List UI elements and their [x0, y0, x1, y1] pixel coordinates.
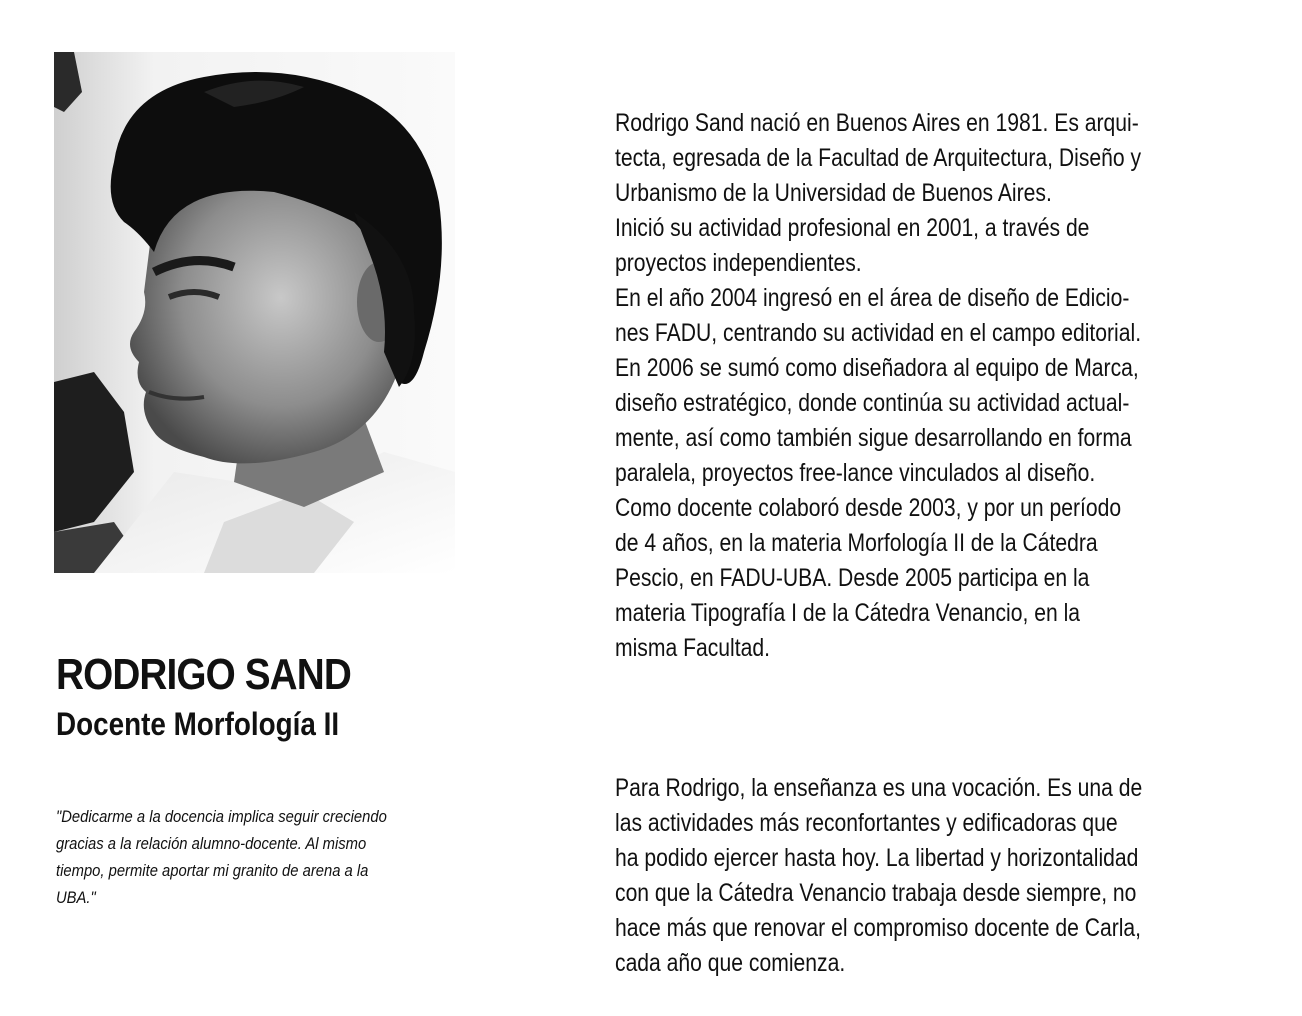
person-quote: "Dedicarme a la docencia implica seguir creciendo gracias a la relación alumno-docente. Al mismo tiempo, permite aportar mi granito de arena a la UBA." [56, 807, 387, 907]
portrait-illustration [54, 52, 455, 573]
bio-paragraph-2: Para Rodrigo, la enseñanza es una vocación. Es una de las actividades más reconfortantes y edificadoras que ha podido ejercer hasta hoy. La libertad y horizontalidad con que la Cátedra Venancio trabaja desde siempre, no hace más que renovar el compromiso docente de Carla, cada año que comienza. [615, 774, 1143, 977]
person-name: RODRIGO SAND [56, 650, 351, 699]
biography [615, 71, 1240, 1016]
paragraph-spacer [615, 701, 1240, 736]
bio-paragraph-1: Rodrigo Sand nació en Buenos Aires en 1981. Es arqui- tecta, egresada de la Facultad de Arquitectura, Diseño y Urbanismo de la Universidad de Buenos Aires. Inició su actividad profesional en 2001, a través de proyectos independientes. En el año 2004 ingresó en el área de diseño de Edicio- nes FADU, centrando su actividad en el campo editorial. En 2006 se sumó como diseñadora al equipo de Marca, diseño estratégico, donde continúa su actividad actual- mente, así como también sigue desarrollando en forma paralela, proyectos free-lance vinculados al diseño. Como docente colaboró desde 2003, y por un período de 4 años, en la materia Morfología II de la Cátedra Pescio, en FADU-UBA. Desde 2005 participa en la materia Tipografía I de la Cátedra Venancio, en la misma Facultad. [615, 109, 1142, 662]
portrait-photo [54, 52, 455, 573]
person-role: Docente Morfología II [56, 706, 340, 742]
